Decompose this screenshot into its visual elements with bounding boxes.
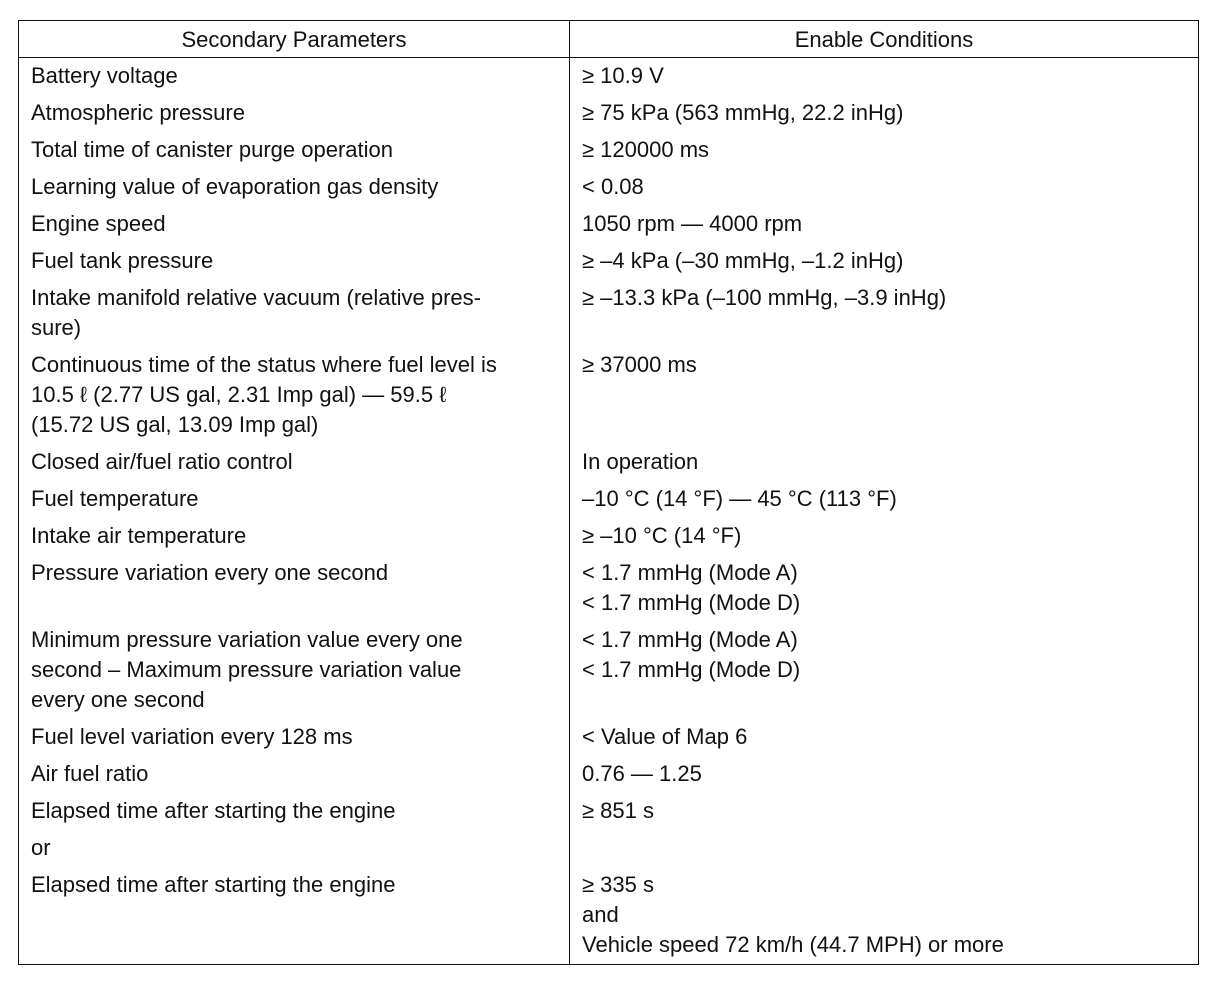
enable-condition-cell: ≥ 75 kPa (563 mmHg, 22.2 inHg)	[570, 95, 1199, 132]
enable-condition-cell: < 1.7 mmHg (Mode A) < 1.7 mmHg (Mode D)	[570, 622, 1199, 719]
enable-condition-cell: ≥ 120000 ms	[570, 132, 1199, 169]
table-row	[19, 58, 1199, 96]
table-row	[19, 95, 1199, 132]
enable-condition-cell: –10 °C (14 °F) — 45 °C (113 °F)	[570, 481, 1199, 518]
table-row	[19, 169, 1199, 206]
parameters-table	[18, 20, 1199, 965]
enable-condition-cell: ≥ 10.9 V	[570, 58, 1199, 96]
secondary-parameter-cell: Intake air temperature	[19, 518, 570, 555]
secondary-parameter-cell: Battery voltage	[19, 58, 570, 96]
secondary-parameter-cell: Minimum pressure variation value every one second – Maximum pressure variation value every one second	[19, 622, 570, 719]
enable-condition-cell: ≥ 851 s	[570, 793, 1199, 830]
secondary-parameter-cell: Learning value of evaporation gas density	[19, 169, 570, 206]
table-row	[19, 555, 1199, 622]
secondary-parameter-cell: or	[19, 830, 570, 867]
table-row	[19, 280, 1199, 347]
header-enable-conditions: Enable Conditions	[570, 21, 1199, 58]
enable-condition-cell: < 0.08	[570, 169, 1199, 206]
secondary-parameter-cell: Atmospheric pressure	[19, 95, 570, 132]
secondary-parameter-cell: Continuous time of the status where fuel level is 10.5 ℓ (2.77 US gal, 2.31 Imp gal) — 59.5 ℓ (15.72 US gal, 13.09 Imp gal)	[19, 347, 570, 444]
table-row	[19, 622, 1199, 719]
table-row	[19, 756, 1199, 793]
enable-condition-cell: ≥ –13.3 kPa (–100 mmHg, –3.9 inHg)	[570, 280, 1199, 347]
enable-condition-cell: < 1.7 mmHg (Mode A) < 1.7 mmHg (Mode D)	[570, 555, 1199, 622]
enable-condition-cell: < Value of Map 6	[570, 719, 1199, 756]
secondary-parameter-cell: Air fuel ratio	[19, 756, 570, 793]
table-row	[19, 518, 1199, 555]
secondary-parameter-cell: Fuel tank pressure	[19, 243, 570, 280]
secondary-parameter-cell: Engine speed	[19, 206, 570, 243]
enable-condition-cell: ≥ –10 °C (14 °F)	[570, 518, 1199, 555]
enable-condition-cell: ≥ –4 kPa (–30 mmHg, –1.2 inHg)	[570, 243, 1199, 280]
secondary-parameter-cell: Closed air/fuel ratio control	[19, 444, 570, 481]
table-body	[19, 58, 1199, 965]
secondary-parameter-cell: Total time of canister purge operation	[19, 132, 570, 169]
enable-condition-cell: ≥ 37000 ms	[570, 347, 1199, 444]
secondary-parameter-cell: Pressure variation every one second	[19, 555, 570, 622]
table-row	[19, 830, 1199, 867]
header-row	[19, 21, 1199, 58]
table-row	[19, 243, 1199, 280]
secondary-parameter-cell: Fuel temperature	[19, 481, 570, 518]
enable-condition-cell: In operation	[570, 444, 1199, 481]
secondary-parameter-cell: Elapsed time after starting the engine	[19, 867, 570, 965]
table-row	[19, 206, 1199, 243]
table-row	[19, 481, 1199, 518]
enable-condition-cell: 0.76 — 1.25	[570, 756, 1199, 793]
table-row	[19, 132, 1199, 169]
header-secondary-parameters: Secondary Parameters	[19, 21, 570, 58]
table-row	[19, 719, 1199, 756]
table-row	[19, 347, 1199, 444]
secondary-parameter-cell: Fuel level variation every 128 ms	[19, 719, 570, 756]
table-row	[19, 444, 1199, 481]
table-header	[19, 21, 1199, 58]
table-row	[19, 793, 1199, 830]
table-row	[19, 867, 1199, 965]
secondary-parameter-cell: Elapsed time after starting the engine	[19, 793, 570, 830]
enable-condition-cell	[570, 830, 1199, 867]
secondary-parameter-cell: Intake manifold relative vacuum (relative pres- sure)	[19, 280, 570, 347]
enable-condition-cell: 1050 rpm — 4000 rpm	[570, 206, 1199, 243]
enable-condition-cell: ≥ 335 s and Vehicle speed 72 km/h (44.7 MPH) or more	[570, 867, 1199, 965]
